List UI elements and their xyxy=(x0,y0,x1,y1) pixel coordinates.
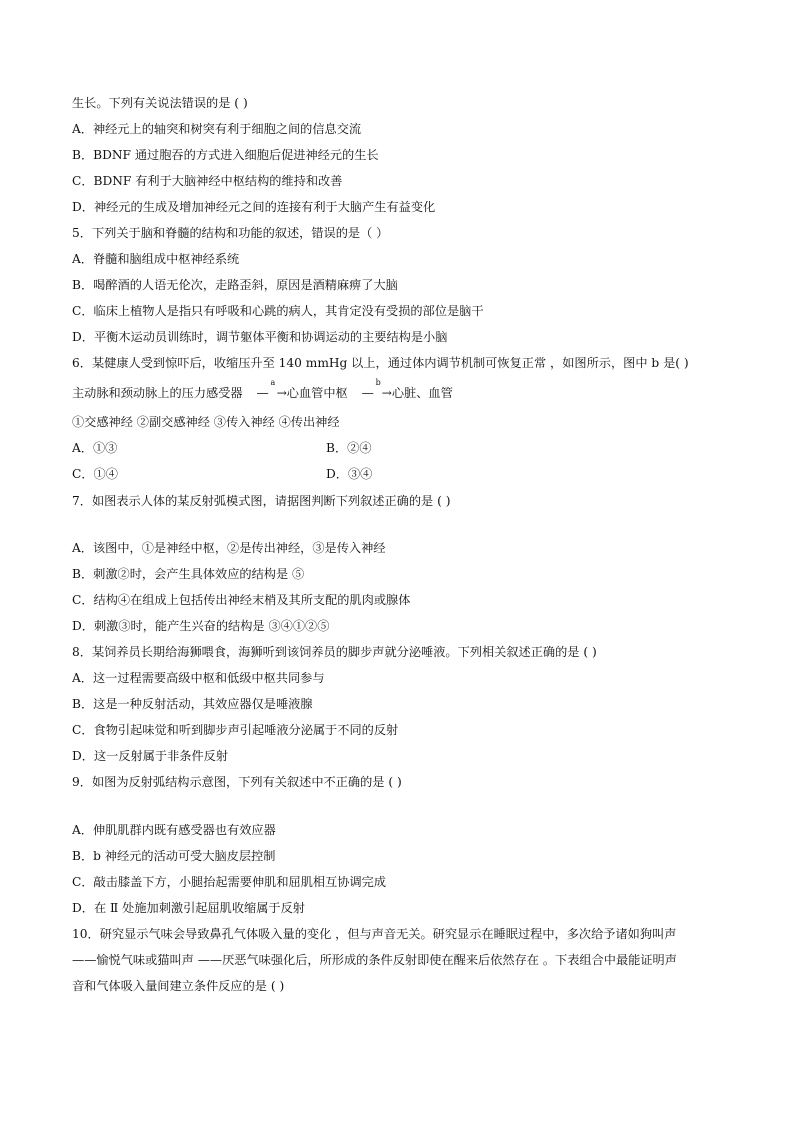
q6-options-line: ①交感神经 ②副交感神经 ③传入神经 ④传出神经 xyxy=(72,415,340,429)
q7-option-b: B．刺激②时，会产生具体效应的结构是 ⑤ xyxy=(72,567,305,581)
q5-option-a: A．脊髓和脑组成中枢神经系统 xyxy=(72,252,240,266)
flow-end: →心脏、血管 xyxy=(381,386,453,400)
flow-label-b: b xyxy=(375,378,381,387)
q9-option-a: A．伸肌肌群内既有感受器也有效应器 xyxy=(72,823,276,837)
q8-stem: 8．某饲养员长期给海狮喂食，海狮听到该饲养员的脚步声就分泌唾液。下列相关叙述正确的是 ( ) xyxy=(72,645,597,659)
q4-option-d: D．神经元的生成及增加神经元之间的连接有利于大脑产生有益变化 xyxy=(72,200,436,214)
q9-option-c: C．敲击膝盖下方，小腿抬起需要伸肌和屈肌相互协调完成 xyxy=(72,875,387,889)
q5-option-b: B．喝醉酒的人语无伦次，走路歪斜，原因是酒精麻痹了大脑 xyxy=(72,278,398,292)
q8-option-d: D．这一反射属于非条件反射 xyxy=(72,749,229,763)
flow-arrow-b: — b xyxy=(362,385,374,401)
q6-choice-d: D．③④ xyxy=(326,467,373,481)
q4-option-a: A．神经元上的轴突和树突有利于细胞之间的信息交流 xyxy=(72,122,362,136)
q10-stem-line-2: ——愉悦气味或猫叫声 ——厌恶气味强化后，所形成的条件反射即使在醒来后依然存在 。下表组合中最能证明声 xyxy=(72,953,677,967)
q4-option-c: C．BDNF 有利于大脑神经中枢结构的维持和改善 xyxy=(72,174,343,188)
flow-label-a: a xyxy=(270,378,276,387)
flow-start: 主动脉和颈动脉上的压力感受器 xyxy=(72,386,243,400)
q10-stem-line-3: 音和气体吸入量间建立条件反应的是 ( ) xyxy=(72,979,285,993)
q5-stem: 5．下列关于脑和脊髓的结构和功能的叙述，错误的是（ ） xyxy=(72,226,389,240)
q10-stem-line-1: 10．研究显示气味会导致鼻孔气体吸入量的变化 ，但与声音无关。研究显示在睡眠过程中，多次给予诸如狗叫声 xyxy=(72,927,677,941)
q6-choice-b: B．②④ xyxy=(326,441,372,455)
q5-option-c: C．临床上植物人是指只有呼吸和心跳的病人，其肯定没有受损的部位是脑干 xyxy=(72,304,484,318)
q9-option-d: D．在 Ⅱ 处施加刺激引起屈肌收缩属于反射 xyxy=(72,901,305,915)
q4-stem-end: 生长。下列有关说法错误的是 ( ) xyxy=(72,96,248,110)
q7-option-c: C．结构④在组成上包括传出神经末梢及其所支配的肌肉或腺体 xyxy=(72,593,411,607)
q5-option-d: D．平衡木运动员训练时，调节躯体平衡和协调运动的主要结构是小脑 xyxy=(72,330,448,344)
q8-option-a: A．这一过程需要高级中枢和低级中枢共同参与 xyxy=(72,671,325,685)
q8-option-c: C．食物引起味觉和听到脚步声引起唾液分泌属于不同的反射 xyxy=(72,723,399,737)
q7-option-a: A．该图中，①是神经中枢，②是传出神经，③是传入神经 xyxy=(72,541,386,555)
q4-option-b: B．BDNF 通过胞吞的方式进入细胞后促进神经元的生长 xyxy=(72,148,379,162)
q8-option-b: B．这是一种反射活动，其效应器仅是唾液腺 xyxy=(72,697,313,711)
flow-arrow-a: — a xyxy=(257,385,269,401)
q7-option-d: D．刺激③时，能产生兴奋的结构是 ③④①②⑤ xyxy=(72,619,330,633)
q9-option-b: B．b 神经元的活动可受大脑皮层控制 xyxy=(72,849,276,863)
q6-choice-a: A．①③ xyxy=(72,441,118,455)
q9-stem: 9．如图为反射弧结构示意图，下列有关叙述中不正确的是 ( ) xyxy=(72,775,402,789)
q7-stem: 7．如图表示人体的某反射弧模式图，请据图判断下列叙述正确的是 ( ) xyxy=(72,494,451,508)
flow-mid: →心血管中枢 xyxy=(276,386,348,400)
q6-stem: 6．某健康人受到惊吓后，收缩压升至 140 mmHg 以上，通过体内调节机制可恢复正常 ，如图所示，图中 b 是( ) xyxy=(72,356,689,370)
q6-flow-diagram xyxy=(72,378,453,401)
q6-choice-c: C．①④ xyxy=(72,467,118,481)
